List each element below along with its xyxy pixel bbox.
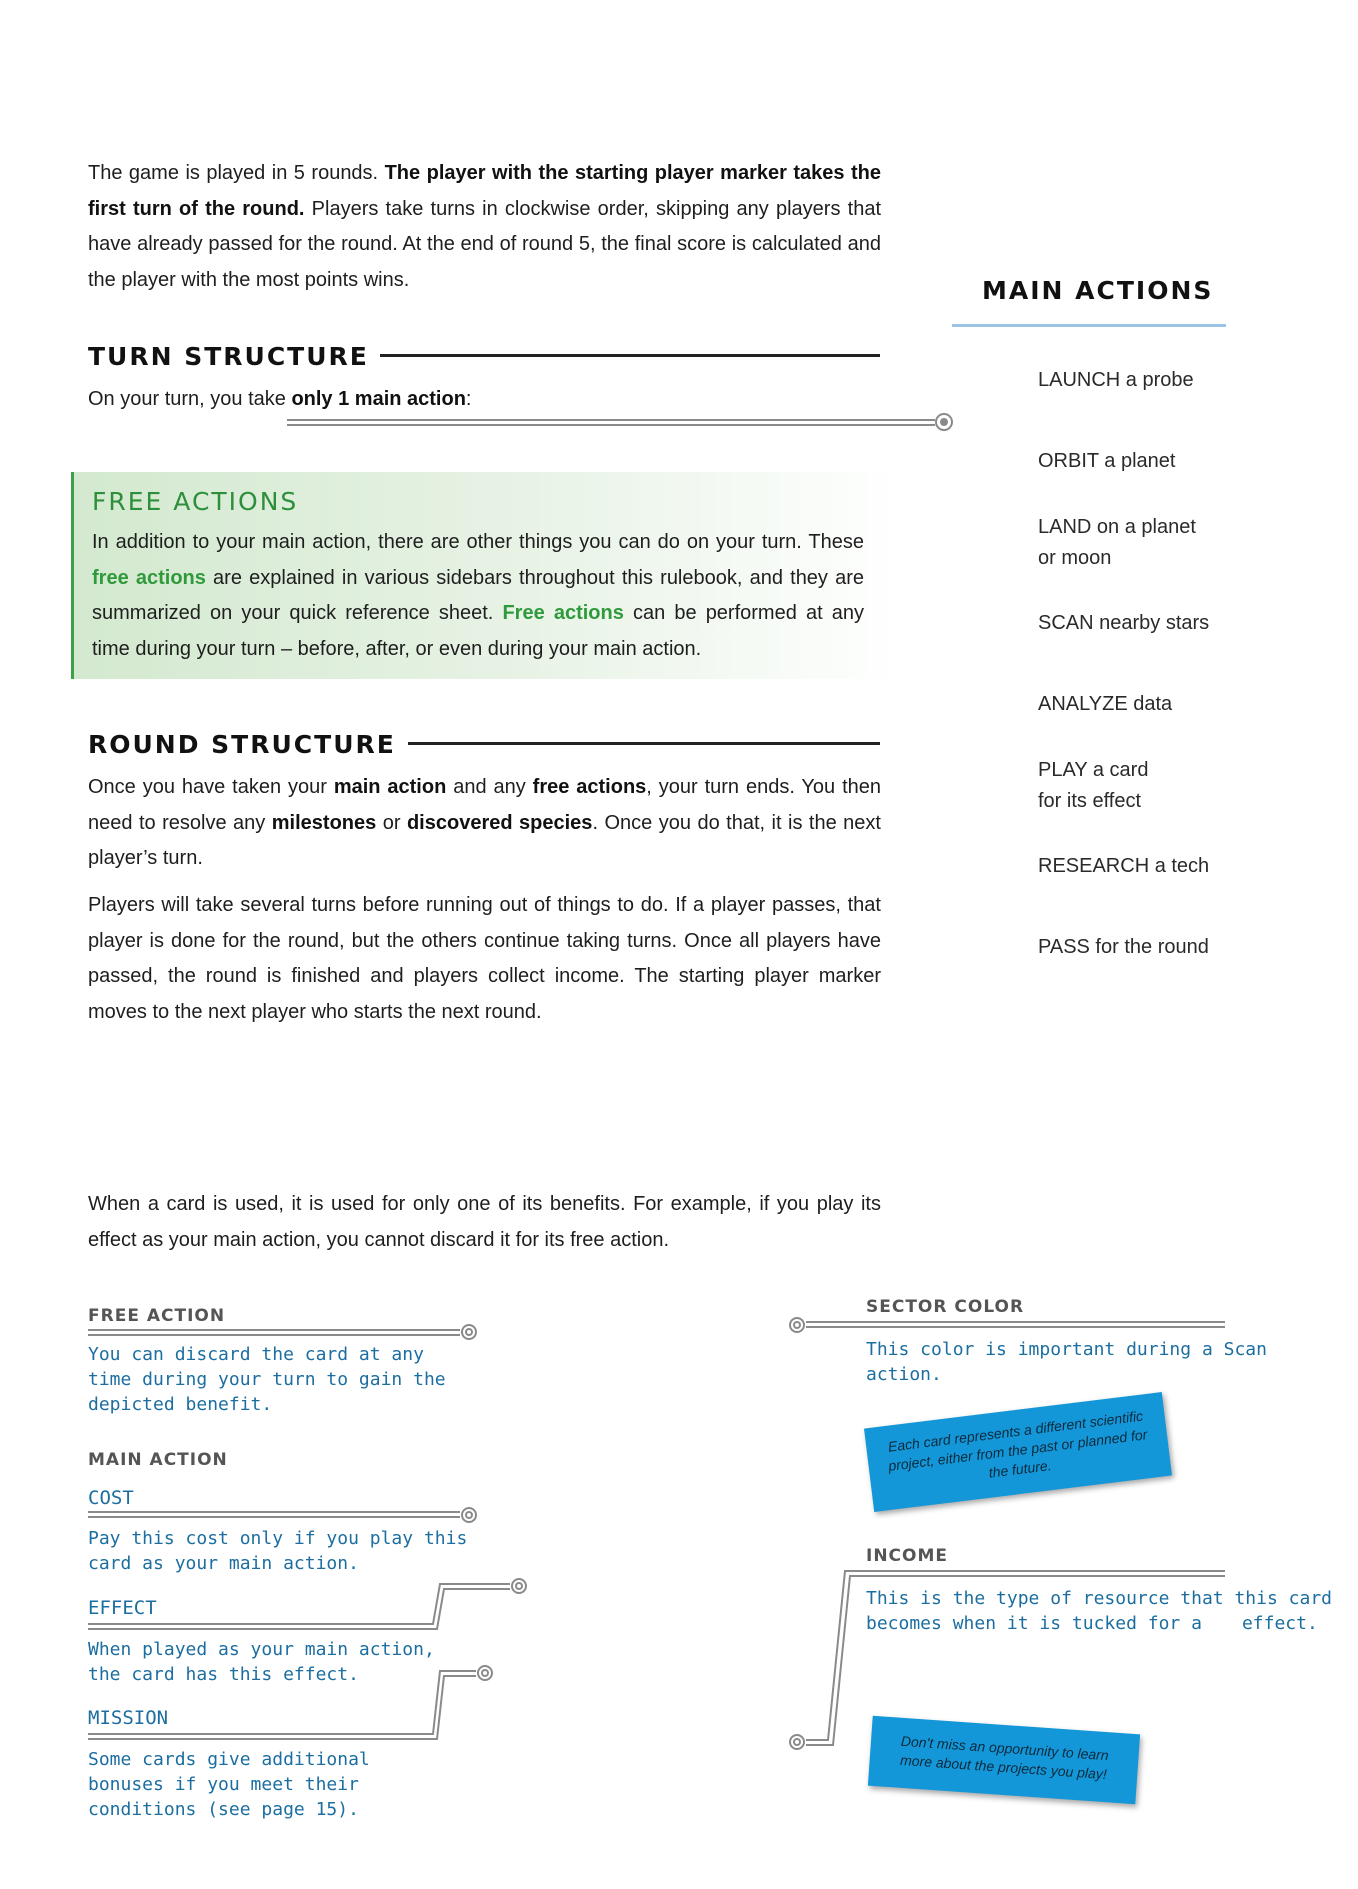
sector-line	[806, 1322, 1225, 1327]
round-structure-paragraph-1: Once you have taken your main action and any free actions, your turn ends. You then need to resolve any milestones or discovered species. Once you do that, it is the next player’s turn.	[88, 776, 882, 869]
free-action-label: FREE ACTION	[88, 1306, 226, 1326]
turn-structure-heading: TURN STRUCTURE	[88, 342, 369, 371]
round-structure-rule	[408, 742, 880, 745]
turn-connector-line	[287, 420, 935, 425]
main-action-item: SCAN nearby stars	[1038, 612, 1210, 634]
main-action-item: LAUNCH a probe	[1038, 369, 1194, 391]
intro-paragraph: The game is played in 5 rounds. The player with the starting player marker takes the first turn of the round. Players take turns in clockwise order, skipping any players that have already passed for the round. At the end of round 5, the final score is calculated and the player with the most points wins.	[88, 162, 881, 291]
round-structure-heading: ROUND STRUCTURE	[88, 730, 396, 759]
mission-label: MISSION	[88, 1707, 169, 1729]
learn-more-sticker: Don't miss an opportunity to learn more about the projects you play!	[868, 1716, 1140, 1805]
sector-color-label: SECTOR COLOR	[866, 1297, 1025, 1317]
effect-text: When played as your main action, the card has this effect.	[88, 1639, 435, 1685]
turn-structure-rule	[380, 354, 880, 357]
card-usage-note: When a card is used, it is used for only one of its benefits. For example, if you play its effect as your main action, you cannot discard it for its free action.	[88, 1193, 881, 1251]
main-action-item: PASS for the round	[1038, 936, 1209, 958]
income-text: This is the type of resource that this card becomes when it is tucked for a effect.	[866, 1588, 1332, 1634]
turn-structure-text: On your turn, you take only 1 main action:	[88, 388, 472, 410]
main-action-item: LAND on a planet or moon	[1038, 516, 1196, 569]
income-label: INCOME	[866, 1546, 949, 1566]
free-actions-heading: FREE ACTIONS	[92, 487, 299, 516]
main-action-item: ANALYZE data	[1038, 693, 1173, 715]
round-structure-paragraph-2: Players will take several turns before running out of things to do. If a player passes, that player is done for the round, but the others continue taking turns. Once all players have passed, the round is finished and players collect income. The starting player marker moves to the next player who starts the next round.	[88, 894, 881, 1023]
free-action-line	[88, 1330, 460, 1335]
main-actions-title: MAIN ACTIONS	[982, 276, 1214, 305]
main-actions-underline	[952, 324, 1226, 327]
main-action-item: RESEARCH a tech	[1038, 855, 1210, 877]
sector-color-text: This color is important during a Scan action.	[866, 1339, 1267, 1385]
free-action-text: You can discard the card at any time during your turn to gain the depicted benefit.	[88, 1344, 446, 1415]
cost-label: COST	[88, 1487, 134, 1509]
free-actions-text: In addition to your main action, there are other things you can do on your turn. These free actions are explained in various sidebars throughout this rulebook, and they are summarized on your quick reference sheet. Free actions can be performed at any time during your turn – before, after, or even during your main action.	[92, 531, 865, 660]
main-action-item: PLAY a card for its effect	[1038, 759, 1149, 812]
main-action-item: ORBIT a planet	[1038, 450, 1176, 472]
effect-label: EFFECT	[88, 1597, 157, 1619]
cost-text: Pay this cost only if you play this card as your main action.	[88, 1528, 468, 1574]
cost-line	[88, 1512, 460, 1517]
project-note-sticker: Each card represents a different scientific project, either from the past or planned for the future.	[864, 1392, 1172, 1512]
mission-text: Some cards give additional bonuses if you meet their conditions (see page 15).	[88, 1749, 370, 1820]
main-action-label: MAIN ACTION	[88, 1450, 228, 1470]
